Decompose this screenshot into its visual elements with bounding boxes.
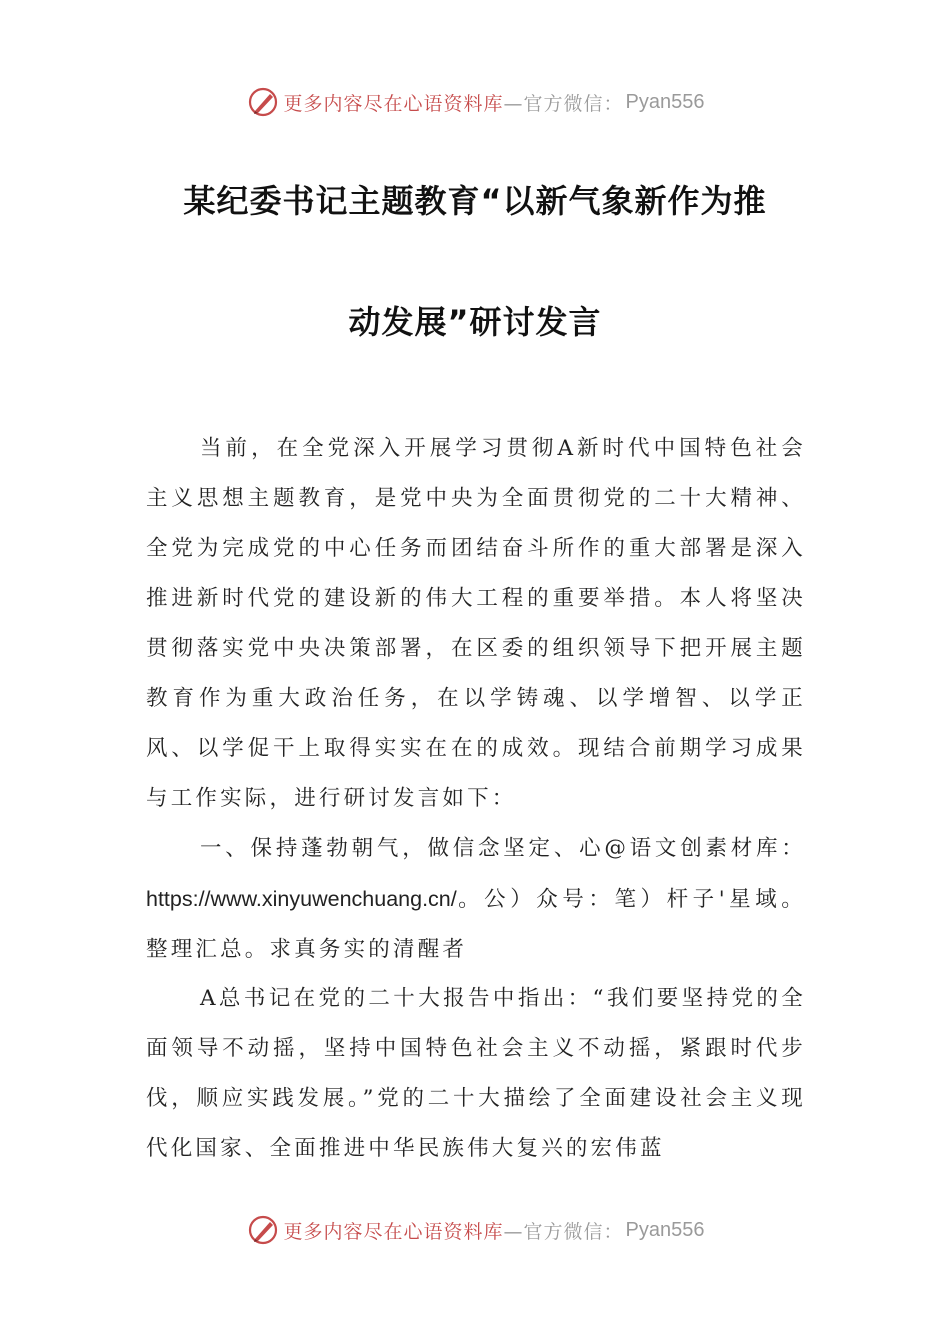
- paragraph-2-tail: 。公）众号：笔）杆子'星域。整理汇总。求真务实的清醒者: [146, 887, 806, 962]
- header-watermark: [0, 80, 950, 124]
- document-title-line-1: 某纪委书记主题教育“以新气象新作为推: [183, 182, 767, 220]
- footer-watermark: [0, 1208, 950, 1252]
- watermark-text: 更多内容尽在心语资料库: [283, 92, 504, 115]
- watermark-wechat-id: Pyan556: [625, 90, 705, 113]
- watermark-official-label: —官方微信：: [503, 92, 624, 115]
- watermark-text: 更多内容尽在心语资料库: [283, 1220, 504, 1243]
- paragraph-2-heading: 一、保持蓬勃朝气，做信念坚定、心@语文创素材库：: [200, 836, 806, 861]
- body-paragraph-3: A总书记在党的二十大报告中指出：“我们要坚持党的全面领导不动摇，坚持中国特色社会主义不动摇，紧跟时代步伐，顺应实践发展。”党的二十大描绘了全面建设社会主义现代化国家、全面推进中华民族伟大复兴的宏伟蓝: [146, 986, 806, 1161]
- source-url: https://www.xinyuwenchuang.cn/: [146, 887, 457, 911]
- pen-logo-icon: [246, 85, 280, 119]
- watermark-official-label: —官方微信：: [503, 1220, 624, 1243]
- document-title-line-2: 动发展”研讨发言: [348, 303, 602, 341]
- body-paragraph-1: 当前，在全党深入开展学习贯彻A新时代中国特色社会主义思想主题教育，是党中央为全面贯彻党的二十大精神、全党为完成党的中心任务而团结奋斗所作的重大部署是深入推进新时代党的建设新的伟大工程的重要举措。本人将坚决贯彻落实党中央决策部署，在区委的组织领导下把开展主题教育作为重大政治任务，在以学铸魂、以学增智、以学正风、以学促干上取得实实在在的成效。现结合前期学习成果与工作实际，进行研讨发言如下：: [146, 436, 806, 811]
- watermark-wechat-id: Pyan556: [625, 1218, 705, 1241]
- body-paragraph-2: [146, 824, 806, 975]
- pen-logo-icon: [246, 1213, 280, 1247]
